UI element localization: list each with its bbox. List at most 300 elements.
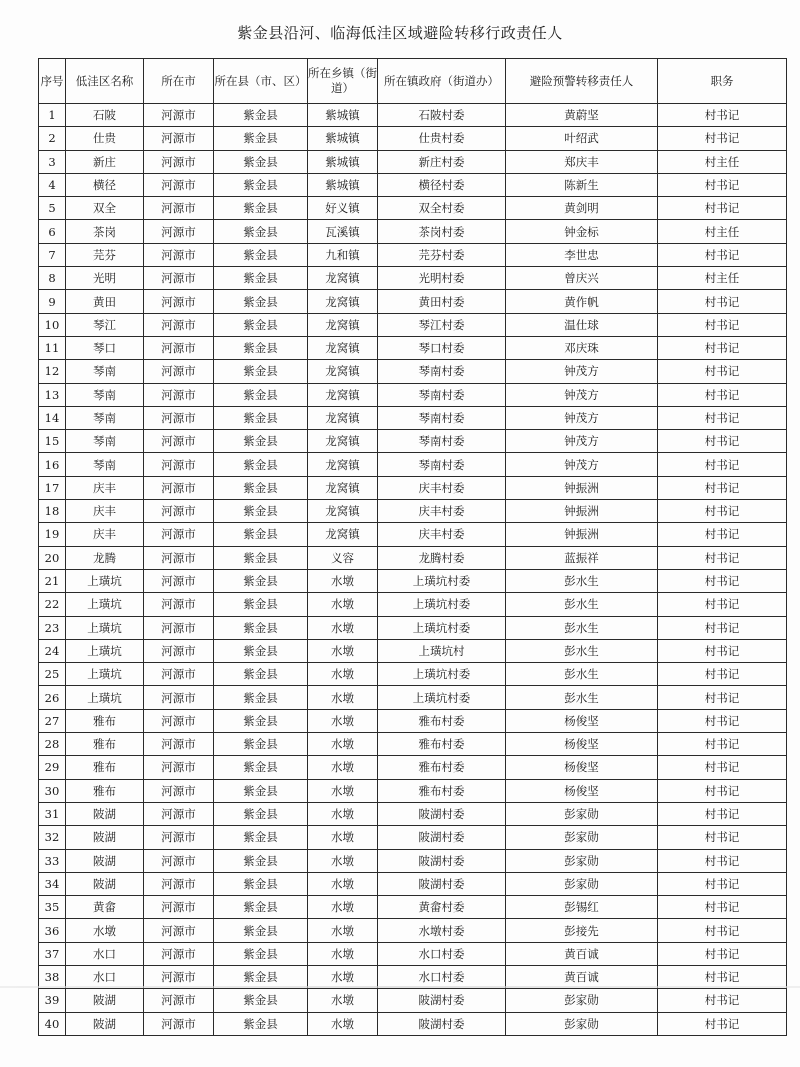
cell-city: 河源市 <box>144 849 214 872</box>
cell-county: 紫金县 <box>214 989 308 1012</box>
cell-town: 龙窝镇 <box>308 523 378 546</box>
table-row <box>39 476 787 499</box>
cell-position: 村主任 <box>658 220 787 243</box>
cell-area-name: 新庄 <box>66 150 144 173</box>
cell-index: 19 <box>39 523 66 546</box>
cell-county: 紫金县 <box>214 616 308 639</box>
cell-area-name: 光明 <box>66 267 144 290</box>
cell-town: 水墩 <box>308 896 378 919</box>
cell-city: 河源市 <box>144 1012 214 1035</box>
cell-town: 紫城镇 <box>308 173 378 196</box>
cell-index: 9 <box>39 290 66 313</box>
cell-city: 河源市 <box>144 197 214 220</box>
cell-index: 37 <box>39 942 66 965</box>
cell-responsible-person: 叶绍武 <box>506 127 658 150</box>
cell-town-government: 上璜坑村委 <box>378 663 506 686</box>
cell-index: 12 <box>39 360 66 383</box>
cell-responsible-person: 杨俊坚 <box>506 709 658 732</box>
cell-town: 龙窝镇 <box>308 500 378 523</box>
cell-county: 紫金县 <box>214 173 308 196</box>
cell-responsible-person: 彭锡红 <box>506 896 658 919</box>
header-position: 职务 <box>658 59 787 104</box>
cell-town-government: 陂湖村委 <box>378 802 506 825</box>
cell-town: 龙窝镇 <box>308 360 378 383</box>
cell-index: 22 <box>39 593 66 616</box>
cell-town: 水墩 <box>308 965 378 988</box>
cell-area-name: 庆丰 <box>66 500 144 523</box>
cell-area-name: 琴江 <box>66 313 144 336</box>
cell-index: 5 <box>39 197 66 220</box>
cell-responsible-person: 黄蔚坚 <box>506 104 658 127</box>
cell-index: 11 <box>39 336 66 359</box>
table-row <box>39 896 787 919</box>
cell-town-government: 庆丰村委 <box>378 500 506 523</box>
cell-area-name: 雅布 <box>66 709 144 732</box>
table-row <box>39 989 787 1012</box>
cell-city: 河源市 <box>144 290 214 313</box>
cell-position: 村主任 <box>658 267 787 290</box>
document-title: 紫金县沿河、临海低洼区域避险转移行政责任人 <box>237 24 563 42</box>
table-row <box>39 826 787 849</box>
cell-index: 40 <box>39 1012 66 1035</box>
cell-index: 1 <box>39 104 66 127</box>
cell-responsible-person: 彭水生 <box>506 616 658 639</box>
cell-index: 17 <box>39 476 66 499</box>
cell-town-government: 雅布村委 <box>378 756 506 779</box>
cell-area-name: 雅布 <box>66 779 144 802</box>
cell-town: 龙窝镇 <box>308 406 378 429</box>
cell-city: 河源市 <box>144 663 214 686</box>
cell-town-government: 仕贵村委 <box>378 127 506 150</box>
cell-county: 紫金县 <box>214 919 308 942</box>
table-row <box>39 150 787 173</box>
cell-county: 紫金县 <box>214 150 308 173</box>
cell-position: 村主任 <box>658 150 787 173</box>
cell-town-government: 陂湖村委 <box>378 989 506 1012</box>
cell-town-government: 上璜坑村委 <box>378 686 506 709</box>
cell-town-government: 水口村委 <box>378 942 506 965</box>
cell-town-government: 石陂村委 <box>378 104 506 127</box>
cell-town: 龙窝镇 <box>308 476 378 499</box>
cell-position: 村书记 <box>658 965 787 988</box>
cell-index: 16 <box>39 453 66 476</box>
cell-area-name: 庆丰 <box>66 476 144 499</box>
cell-county: 紫金县 <box>214 593 308 616</box>
cell-area-name: 琴南 <box>66 360 144 383</box>
cell-county: 紫金县 <box>214 779 308 802</box>
cell-town: 九和镇 <box>308 243 378 266</box>
header-index: 序号 <box>39 59 66 104</box>
cell-area-name: 琴南 <box>66 453 144 476</box>
cell-responsible-person: 钟金标 <box>506 220 658 243</box>
cell-responsible-person: 彭水生 <box>506 639 658 662</box>
cell-county: 紫金县 <box>214 197 308 220</box>
cell-city: 河源市 <box>144 942 214 965</box>
cell-county: 紫金县 <box>214 360 308 383</box>
cell-index: 27 <box>39 709 66 732</box>
cell-area-name: 黄田 <box>66 290 144 313</box>
cell-county: 紫金县 <box>214 290 308 313</box>
cell-responsible-person: 黄百诚 <box>506 942 658 965</box>
cell-responsible-person: 杨俊坚 <box>506 756 658 779</box>
cell-county: 紫金县 <box>214 383 308 406</box>
cell-city: 河源市 <box>144 826 214 849</box>
cell-city: 河源市 <box>144 430 214 453</box>
table-row <box>39 336 787 359</box>
cell-area-name: 琴南 <box>66 430 144 453</box>
cell-position: 村书记 <box>658 919 787 942</box>
cell-city: 河源市 <box>144 546 214 569</box>
cell-town-government: 新庄村委 <box>378 150 506 173</box>
cell-county: 紫金县 <box>214 406 308 429</box>
cell-area-name: 陂湖 <box>66 849 144 872</box>
cell-city: 河源市 <box>144 989 214 1012</box>
table-body <box>39 104 787 1036</box>
cell-city: 河源市 <box>144 593 214 616</box>
cell-town: 水墩 <box>308 593 378 616</box>
cell-city: 河源市 <box>144 383 214 406</box>
cell-town: 龙窝镇 <box>308 430 378 453</box>
cell-responsible-person: 彭水生 <box>506 569 658 592</box>
cell-town: 龙窝镇 <box>308 336 378 359</box>
cell-town-government: 庆丰村委 <box>378 476 506 499</box>
cell-city: 河源市 <box>144 500 214 523</box>
cell-city: 河源市 <box>144 127 214 150</box>
table-row <box>39 779 787 802</box>
cell-responsible-person: 钟茂方 <box>506 430 658 453</box>
cell-town-government: 茶岗村委 <box>378 220 506 243</box>
cell-town: 水墩 <box>308 942 378 965</box>
cell-area-name: 水口 <box>66 965 144 988</box>
cell-index: 23 <box>39 616 66 639</box>
cell-town-government: 陂湖村委 <box>378 849 506 872</box>
cell-town-government: 光明村委 <box>378 267 506 290</box>
table-row <box>39 686 787 709</box>
cell-county: 紫金县 <box>214 686 308 709</box>
cell-index: 34 <box>39 872 66 895</box>
cell-town-government: 上璜坑村委 <box>378 593 506 616</box>
cell-index: 14 <box>39 406 66 429</box>
cell-town-government: 琴南村委 <box>378 383 506 406</box>
cell-position: 村书记 <box>658 593 787 616</box>
cell-position: 村书记 <box>658 756 787 779</box>
cell-responsible-person: 彭水生 <box>506 663 658 686</box>
header-city: 所在市 <box>144 59 214 104</box>
table-row <box>39 453 787 476</box>
cell-town: 瓦溪镇 <box>308 220 378 243</box>
cell-area-name: 琴南 <box>66 383 144 406</box>
cell-position: 村书记 <box>658 896 787 919</box>
cell-town: 好义镇 <box>308 197 378 220</box>
table-row <box>39 919 787 942</box>
cell-county: 紫金县 <box>214 756 308 779</box>
cell-town-government: 雅布村委 <box>378 709 506 732</box>
cell-area-name: 琴南 <box>66 406 144 429</box>
cell-responsible-person: 彭家勋 <box>506 989 658 1012</box>
cell-index: 21 <box>39 569 66 592</box>
cell-position: 村书记 <box>658 686 787 709</box>
table-row <box>39 942 787 965</box>
cell-responsible-person: 蓝振祥 <box>506 546 658 569</box>
cell-city: 河源市 <box>144 802 214 825</box>
cell-index: 20 <box>39 546 66 569</box>
cell-city: 河源市 <box>144 686 214 709</box>
cell-area-name: 水墩 <box>66 919 144 942</box>
cell-index: 18 <box>39 500 66 523</box>
cell-city: 河源市 <box>144 779 214 802</box>
cell-responsible-person: 钟振洲 <box>506 476 658 499</box>
cell-city: 河源市 <box>144 406 214 429</box>
cell-index: 6 <box>39 220 66 243</box>
cell-county: 紫金县 <box>214 896 308 919</box>
cell-area-name: 陂湖 <box>66 826 144 849</box>
cell-town: 水墩 <box>308 686 378 709</box>
cell-position: 村书记 <box>658 104 787 127</box>
cell-index: 25 <box>39 663 66 686</box>
cell-index: 29 <box>39 756 66 779</box>
header-town-government: 所在镇政府（街道办） <box>378 59 506 104</box>
cell-city: 河源市 <box>144 150 214 173</box>
cell-city: 河源市 <box>144 756 214 779</box>
cell-city: 河源市 <box>144 313 214 336</box>
cell-position: 村书记 <box>658 290 787 313</box>
header-town: 所在乡镇（街道） <box>308 59 378 104</box>
cell-index: 38 <box>39 965 66 988</box>
cell-area-name: 陂湖 <box>66 989 144 1012</box>
cell-county: 紫金县 <box>214 453 308 476</box>
cell-responsible-person: 杨俊坚 <box>506 733 658 756</box>
table-row <box>39 872 787 895</box>
cell-responsible-person: 钟振洲 <box>506 500 658 523</box>
cell-area-name: 上璜坑 <box>66 663 144 686</box>
cell-area-name: 黄畲 <box>66 896 144 919</box>
cell-county: 紫金县 <box>214 663 308 686</box>
cell-town-government: 芫芬村委 <box>378 243 506 266</box>
cell-index: 4 <box>39 173 66 196</box>
cell-responsible-person: 钟振洲 <box>506 523 658 546</box>
cell-index: 28 <box>39 733 66 756</box>
cell-area-name: 雅布 <box>66 756 144 779</box>
cell-town-government: 陂湖村委 <box>378 1012 506 1035</box>
cell-county: 紫金县 <box>214 1012 308 1035</box>
cell-town-government: 琴南村委 <box>378 453 506 476</box>
cell-county: 紫金县 <box>214 243 308 266</box>
cell-town-government: 庆丰村委 <box>378 523 506 546</box>
table-row <box>39 360 787 383</box>
cell-responsible-person: 彭家勋 <box>506 1012 658 1035</box>
cell-county: 紫金县 <box>214 639 308 662</box>
cell-city: 河源市 <box>144 336 214 359</box>
cell-county: 紫金县 <box>214 220 308 243</box>
table-row <box>39 127 787 150</box>
cell-city: 河源市 <box>144 523 214 546</box>
cell-area-name: 上璜坑 <box>66 639 144 662</box>
cell-index: 31 <box>39 802 66 825</box>
cell-index: 24 <box>39 639 66 662</box>
header-responsible-person: 避险预警转移责任人 <box>506 59 658 104</box>
cell-city: 河源市 <box>144 569 214 592</box>
cell-position: 村书记 <box>658 779 787 802</box>
cell-position: 村书记 <box>658 500 787 523</box>
cell-responsible-person: 陈新生 <box>506 173 658 196</box>
table-row <box>39 267 787 290</box>
header-area-name: 低洼区名称 <box>66 59 144 104</box>
cell-town-government: 琴江村委 <box>378 313 506 336</box>
cell-city: 河源市 <box>144 220 214 243</box>
cell-position: 村书记 <box>658 336 787 359</box>
cell-town-government: 雅布村委 <box>378 779 506 802</box>
cell-position: 村书记 <box>658 523 787 546</box>
cell-city: 河源市 <box>144 267 214 290</box>
scan-artifact-line <box>0 986 800 988</box>
cell-town: 水墩 <box>308 919 378 942</box>
table-row <box>39 220 787 243</box>
cell-town-government: 琴口村委 <box>378 336 506 359</box>
cell-town-government: 上璜坑村委 <box>378 569 506 592</box>
cell-town-government: 黄畲村委 <box>378 896 506 919</box>
cell-responsible-person: 邓庆珠 <box>506 336 658 359</box>
table-row <box>39 430 787 453</box>
table-row <box>39 639 787 662</box>
cell-county: 紫金县 <box>214 523 308 546</box>
table-row <box>39 709 787 732</box>
cell-index: 8 <box>39 267 66 290</box>
cell-responsible-person: 钟茂方 <box>506 406 658 429</box>
cell-town: 水墩 <box>308 639 378 662</box>
table-row <box>39 756 787 779</box>
cell-town: 水墩 <box>308 802 378 825</box>
cell-position: 村书记 <box>658 1012 787 1035</box>
table-row <box>39 802 787 825</box>
cell-town: 水墩 <box>308 616 378 639</box>
cell-area-name: 龙腾 <box>66 546 144 569</box>
cell-town-government: 双全村委 <box>378 197 506 220</box>
cell-position: 村书记 <box>658 733 787 756</box>
cell-position: 村书记 <box>658 406 787 429</box>
cell-town-government: 琴南村委 <box>378 430 506 453</box>
cell-county: 紫金县 <box>214 733 308 756</box>
cell-index: 7 <box>39 243 66 266</box>
cell-responsible-person: 曾庆兴 <box>506 267 658 290</box>
cell-position: 村书记 <box>658 197 787 220</box>
cell-area-name: 茶岗 <box>66 220 144 243</box>
table-row <box>39 546 787 569</box>
cell-county: 紫金县 <box>214 127 308 150</box>
cell-town-government: 水墩村委 <box>378 919 506 942</box>
cell-position: 村书记 <box>658 476 787 499</box>
cell-city: 河源市 <box>144 173 214 196</box>
cell-position: 村书记 <box>658 989 787 1012</box>
cell-town-government: 雅布村委 <box>378 733 506 756</box>
cell-town: 水墩 <box>308 733 378 756</box>
cell-county: 紫金县 <box>214 965 308 988</box>
cell-town-government: 上璜坑村委 <box>378 616 506 639</box>
cell-county: 紫金县 <box>214 942 308 965</box>
cell-responsible-person: 彭家勋 <box>506 849 658 872</box>
table-row <box>39 733 787 756</box>
cell-county: 紫金县 <box>214 709 308 732</box>
cell-city: 河源市 <box>144 616 214 639</box>
cell-town: 水墩 <box>308 756 378 779</box>
cell-city: 河源市 <box>144 896 214 919</box>
cell-position: 村书记 <box>658 127 787 150</box>
cell-area-name: 双全 <box>66 197 144 220</box>
cell-position: 村书记 <box>658 872 787 895</box>
cell-town: 水墩 <box>308 569 378 592</box>
cell-area-name: 陂湖 <box>66 872 144 895</box>
cell-town-government: 陂湖村委 <box>378 872 506 895</box>
cell-responsible-person: 彭家勋 <box>506 872 658 895</box>
header-county: 所在县（市、区） <box>214 59 308 104</box>
cell-town: 水墩 <box>308 849 378 872</box>
cell-position: 村书记 <box>658 313 787 336</box>
cell-index: 15 <box>39 430 66 453</box>
cell-area-name: 陂湖 <box>66 1012 144 1035</box>
cell-town: 水墩 <box>308 1012 378 1035</box>
cell-responsible-person: 黄百诚 <box>506 965 658 988</box>
cell-position: 村书记 <box>658 546 787 569</box>
cell-index: 35 <box>39 896 66 919</box>
cell-responsible-person: 郑庆丰 <box>506 150 658 173</box>
cell-responsible-person: 钟茂方 <box>506 453 658 476</box>
cell-position: 村书记 <box>658 569 787 592</box>
cell-town-government: 横径村委 <box>378 173 506 196</box>
cell-position: 村书记 <box>658 453 787 476</box>
cell-city: 河源市 <box>144 453 214 476</box>
cell-town: 龙窝镇 <box>308 453 378 476</box>
cell-county: 紫金县 <box>214 802 308 825</box>
responsibility-table <box>38 58 787 1036</box>
cell-area-name: 上璜坑 <box>66 593 144 616</box>
cell-responsible-person: 黄剑明 <box>506 197 658 220</box>
cell-responsible-person: 李世忠 <box>506 243 658 266</box>
cell-city: 河源市 <box>144 104 214 127</box>
table-row <box>39 290 787 313</box>
table-row <box>39 663 787 686</box>
cell-index: 3 <box>39 150 66 173</box>
cell-position: 村书记 <box>658 639 787 662</box>
cell-city: 河源市 <box>144 872 214 895</box>
table-row <box>39 523 787 546</box>
cell-city: 河源市 <box>144 243 214 266</box>
cell-area-name: 雅布 <box>66 733 144 756</box>
cell-city: 河源市 <box>144 733 214 756</box>
cell-town-government: 上璜坑村 <box>378 639 506 662</box>
cell-index: 39 <box>39 989 66 1012</box>
cell-index: 30 <box>39 779 66 802</box>
cell-town-government: 龙腾村委 <box>378 546 506 569</box>
cell-town: 水墩 <box>308 663 378 686</box>
cell-town: 紫城镇 <box>308 127 378 150</box>
cell-area-name: 仕贵 <box>66 127 144 150</box>
cell-position: 村书记 <box>658 173 787 196</box>
cell-town-government: 琴南村委 <box>378 360 506 383</box>
cell-area-name: 石陂 <box>66 104 144 127</box>
cell-position: 村书记 <box>658 360 787 383</box>
cell-area-name: 芫芬 <box>66 243 144 266</box>
cell-responsible-person: 彭水生 <box>506 593 658 616</box>
cell-city: 河源市 <box>144 360 214 383</box>
cell-responsible-person: 彭家勋 <box>506 826 658 849</box>
cell-town: 水墩 <box>308 779 378 802</box>
cell-county: 紫金县 <box>214 336 308 359</box>
cell-index: 32 <box>39 826 66 849</box>
cell-county: 紫金县 <box>214 267 308 290</box>
cell-position: 村书记 <box>658 709 787 732</box>
cell-town-government: 琴南村委 <box>378 406 506 429</box>
cell-town: 龙窝镇 <box>308 290 378 313</box>
cell-index: 10 <box>39 313 66 336</box>
